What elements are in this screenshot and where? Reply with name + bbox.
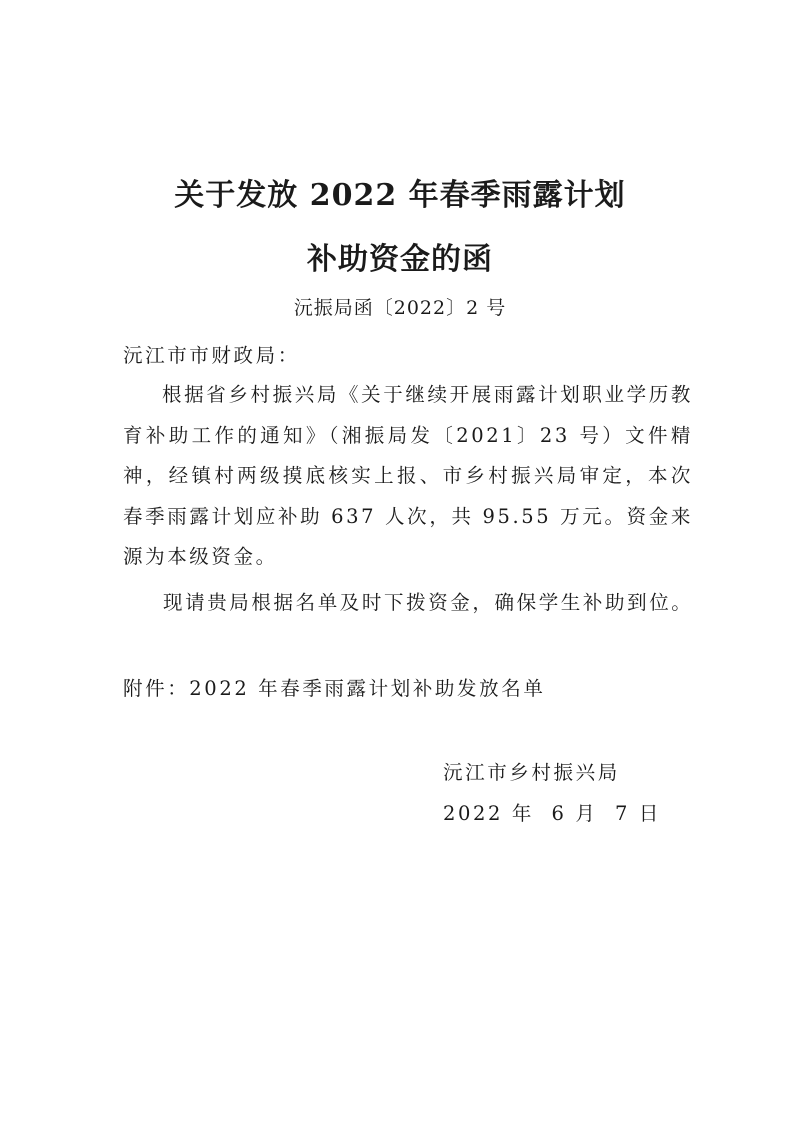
signature-organization: 沅江市乡村振兴局 (443, 761, 620, 784)
attachment-note: 附件：2022 年春季雨露计划补助发放名单 (123, 677, 546, 700)
body-paragraph: 根据省乡村振兴局《关于继续开展雨露计划职业学历教育补助工作的通知》（湘振局发〔2021〕23 号）文件精神，经镇村两级摸底核实上报、市乡村振兴局审定，本次春季雨露计划应补助 637 人次，共 95.55 万元。资金来源为本级资金。 (123, 383, 693, 568)
document-title-line-1: 关于发放 2022 年春季雨露计划 (174, 178, 626, 213)
signature-date: 2022 年 6 月 7 日 (443, 802, 661, 825)
request-paragraph: 现请贵局根据名单及时下拨资金，确保学生补助到位。 (163, 591, 694, 614)
document-number: 沅振局函〔2022〕2 号 (293, 297, 507, 319)
recipient: 沅江市市财政局： (123, 344, 300, 367)
document-title-line-2: 补助资金的函 (307, 242, 493, 277)
